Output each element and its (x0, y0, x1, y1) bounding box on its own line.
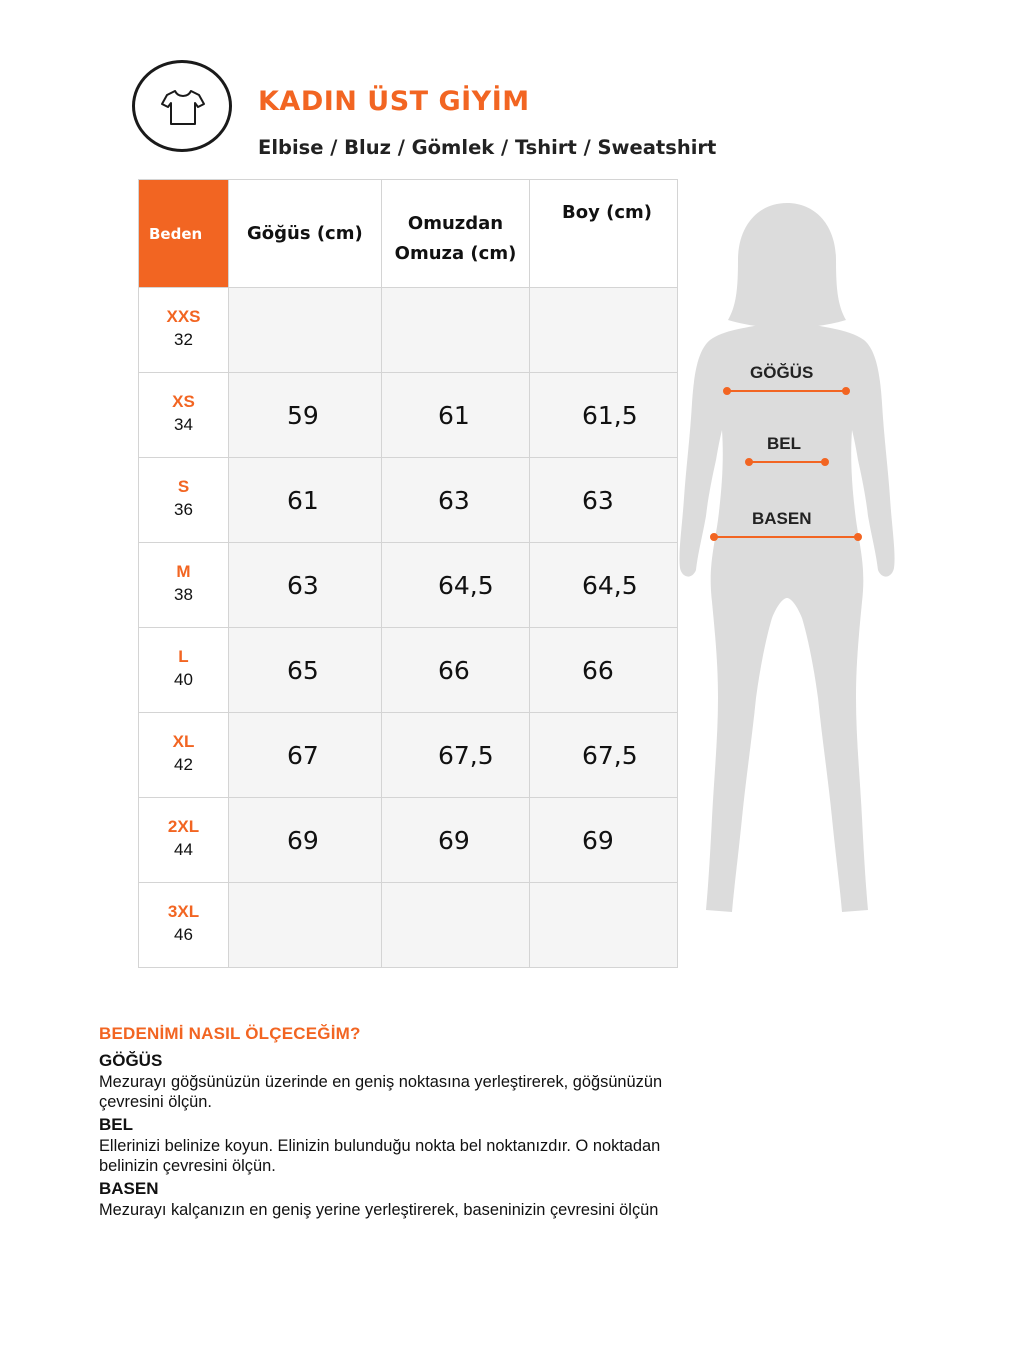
length-value: 69 (582, 825, 614, 855)
chest-value: 63 (287, 570, 319, 600)
table-row (139, 458, 678, 543)
size-code: 2XL (167, 817, 200, 836)
size-cell (139, 883, 229, 968)
length-cell (530, 373, 678, 458)
shoulder-value: 61 (438, 400, 470, 430)
size-number: 44 (174, 840, 193, 859)
chest-value: 59 (287, 400, 319, 430)
chest-cell (229, 628, 382, 713)
length-value: 63 (582, 485, 614, 515)
size-cell (139, 798, 229, 883)
chest-value: 61 (287, 485, 319, 515)
shoulder-cell (382, 543, 530, 628)
guide-text-line: Ellerinizi belinize koyun. Elinizin bulunduğu nokta bel noktanızdır. O noktadan (99, 1137, 661, 1155)
size-code: XXS (166, 307, 201, 326)
header-size: Beden (139, 180, 229, 288)
table-row (139, 288, 678, 373)
size-code: S (177, 477, 190, 496)
guide-title: BEDENİMİ NASIL ÖLÇECEĞİM? (99, 1024, 361, 1043)
shoulder-value: 66 (438, 655, 470, 685)
length-cell (530, 288, 678, 373)
guide-text-waist (99, 1136, 759, 1176)
header-length: Boy (cm) (530, 180, 678, 288)
tshirt-icon (159, 87, 207, 127)
chest-cell (229, 713, 382, 798)
size-cell (139, 543, 229, 628)
chest-cell (229, 543, 382, 628)
shoulder-value: 63 (438, 485, 470, 515)
size-number: 40 (174, 670, 193, 689)
logo (132, 60, 232, 152)
table-row (139, 373, 678, 458)
guide-text-line: belinizin çevresini ölçün. (99, 1157, 276, 1175)
guide-heading-waist: BEL (99, 1115, 133, 1134)
size-code: XS (172, 392, 195, 411)
length-value: 64,5 (582, 570, 638, 600)
size-code: XL (172, 732, 195, 751)
hip-label: BASEN (752, 509, 812, 528)
guide-heading-chest: GÖĞÜS (99, 1051, 163, 1070)
header-shoulder (382, 180, 530, 288)
guide-text-line: Mezurayı göğsünüzün üzerinde en geniş noktasına yerleştirerek, göğsünüzün (99, 1073, 663, 1091)
chest-cell (229, 288, 382, 373)
guide-text-chest (99, 1072, 759, 1112)
guide-text-line: Mezurayı kalçanızın en geniş yerine yerleştirerek, baseninizin çevresini ölçün (99, 1201, 659, 1219)
chest-cell (229, 798, 382, 883)
header-shoulder-line1: Omuzdan (407, 212, 504, 234)
chest-value: 67 (287, 740, 319, 770)
size-number: 42 (174, 755, 193, 774)
header-chest: Göğüs (cm) (229, 180, 382, 288)
table-header-row (139, 180, 678, 288)
waist-label: BEL (767, 434, 801, 453)
size-code: L (178, 647, 189, 666)
size-number: 38 (174, 585, 193, 604)
size-number: 32 (174, 330, 193, 349)
shoulder-cell (382, 628, 530, 713)
page-title: KADIN ÜST GİYİM (258, 86, 530, 117)
size-table (138, 179, 678, 968)
table-row (139, 798, 678, 883)
shoulder-value: 64,5 (438, 570, 494, 600)
chest-cell (229, 883, 382, 968)
header-shoulder-line2: Omuza (cm) (394, 242, 517, 264)
length-cell (530, 713, 678, 798)
shoulder-cell (382, 288, 530, 373)
size-number: 34 (174, 415, 193, 434)
size-cell (139, 288, 229, 373)
size-cell (139, 713, 229, 798)
page-subtitle: Elbise / Bluz / Gömlek / Tshirt / Sweatshirt (258, 136, 717, 159)
shoulder-cell (382, 883, 530, 968)
table-row (139, 543, 678, 628)
chest-label: GÖĞÜS (750, 363, 814, 382)
size-number: 36 (174, 500, 193, 519)
length-cell (530, 543, 678, 628)
table-row (139, 628, 678, 713)
female-silhouette (672, 198, 902, 918)
chest-value: 65 (287, 655, 319, 685)
chest-cell (229, 458, 382, 543)
length-cell (530, 458, 678, 543)
chest-value: 69 (287, 825, 319, 855)
measurement-guide (99, 1024, 759, 1222)
shoulder-cell (382, 373, 530, 458)
shoulder-cell (382, 798, 530, 883)
size-code: 3XL (167, 902, 200, 921)
size-cell (139, 373, 229, 458)
guide-text-line: çevresini ölçün. (99, 1093, 212, 1111)
length-cell (530, 628, 678, 713)
size-number: 46 (174, 925, 193, 944)
body-figure (672, 198, 902, 918)
length-value: 66 (582, 655, 614, 685)
length-cell (530, 883, 678, 968)
table-row (139, 883, 678, 968)
guide-heading-hip: BASEN (99, 1179, 159, 1198)
size-cell (139, 628, 229, 713)
size-cell (139, 458, 229, 543)
chest-cell (229, 373, 382, 458)
table-row (139, 713, 678, 798)
guide-text-hip (99, 1200, 759, 1220)
shoulder-value: 69 (438, 825, 470, 855)
length-value: 61,5 (582, 400, 638, 430)
shoulder-cell (382, 713, 530, 798)
size-code: M (176, 562, 191, 581)
shoulder-value: 67,5 (438, 740, 494, 770)
length-cell (530, 798, 678, 883)
shoulder-cell (382, 458, 530, 543)
length-value: 67,5 (582, 740, 638, 770)
